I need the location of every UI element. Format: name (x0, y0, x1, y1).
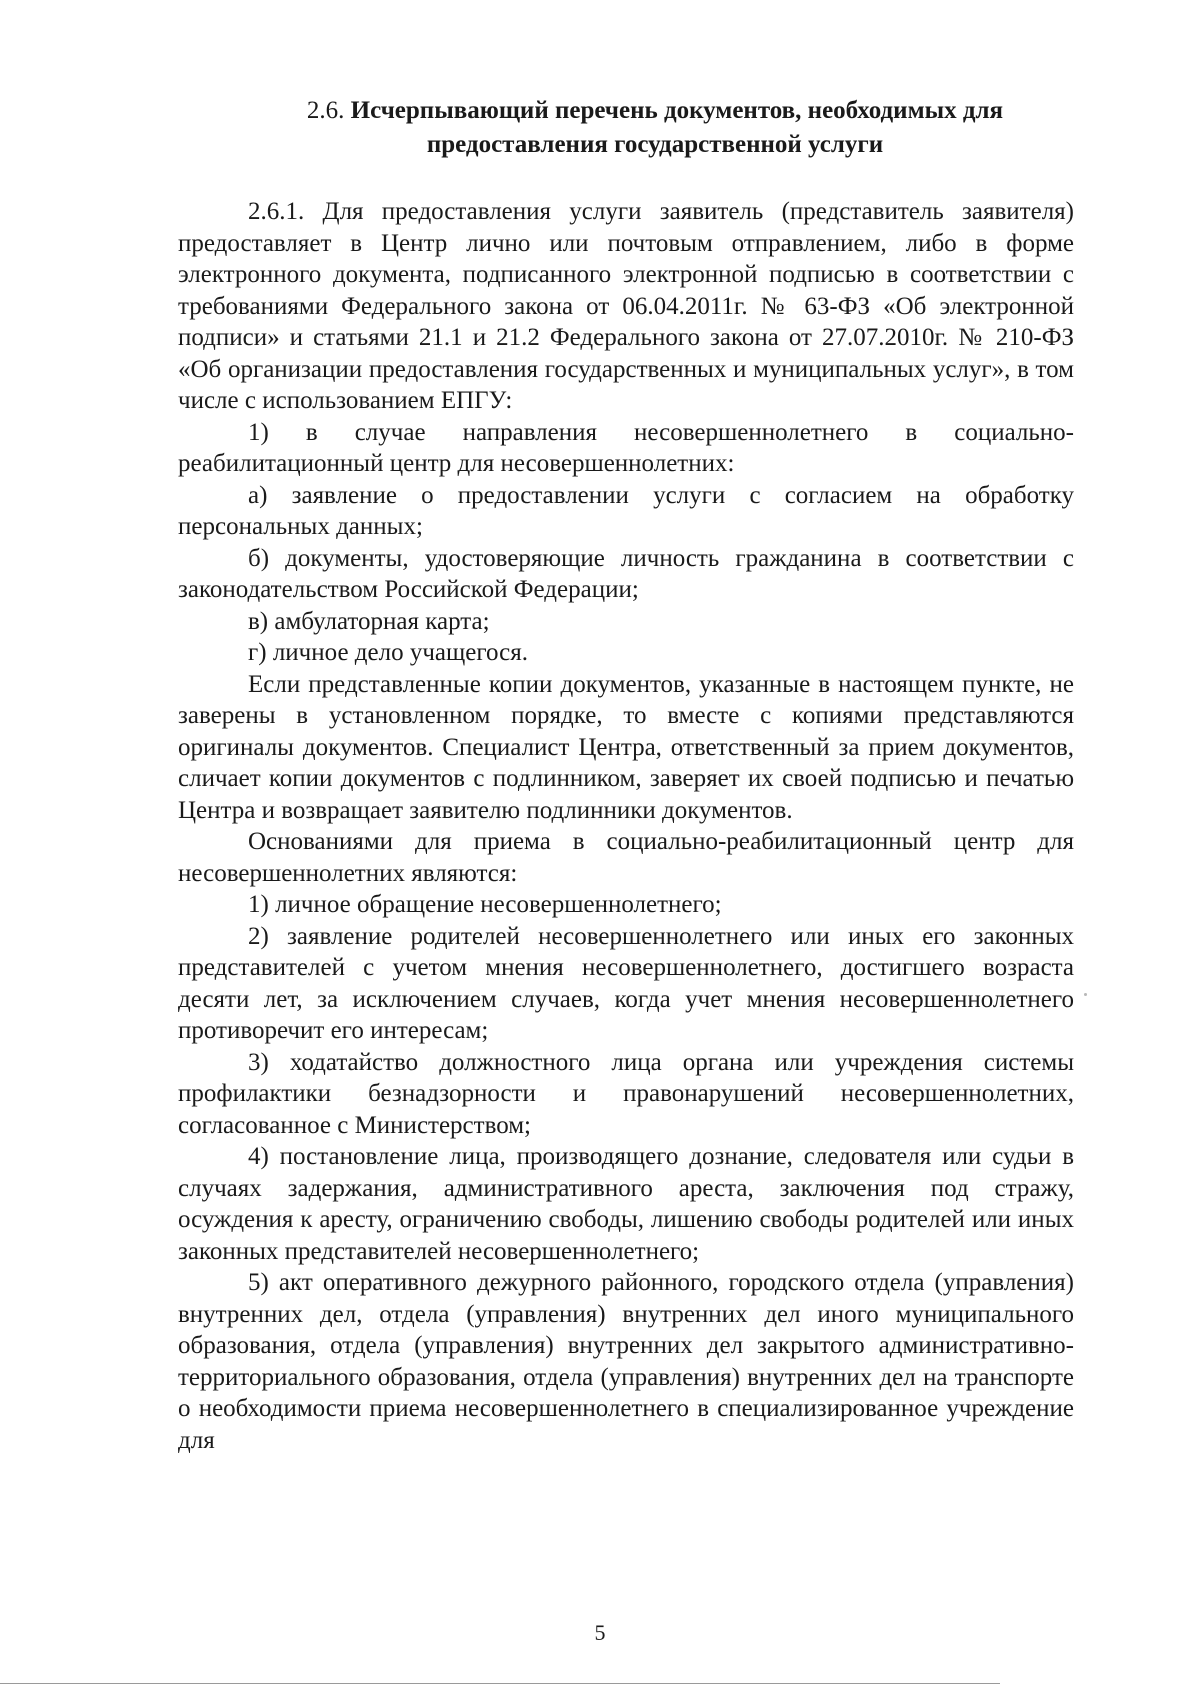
list-item-b: б) документы, удостоверяющие личность гражданина в соответствии с законодательством Российской Федерации; (178, 544, 1074, 603)
list-item-a: а) заявление о предоставлении услуги с согласием на обработку персональных данных; (178, 481, 1074, 540)
scan-speck (1084, 993, 1087, 996)
list-item-g: г) личное дело учащегося. (248, 639, 528, 666)
ground-item-1: 1) личное обращение несовершеннолетнего; (248, 891, 722, 918)
section-number: 2.6. (306, 97, 351, 124)
section-title: Исчерпывающий перечень документов, необходимых для предоставления государственной услуги (350, 97, 1004, 158)
ground-item-5: 5) акт оперативного дежурного районного, городского отдела (управления) внутренних дел, отдела (управления) внутренних дел иного муниципального образования, отдела (управления) внутренних дел закрытого административно-территориального образования, отдела (управления) внутренних дел на транспорте о необходимости приема несовершеннолетнего в специализированное учреждение для (178, 1269, 1074, 1454)
paragraph-copies: Если представленные копии документов, указанные в настоящем пункте, не заверены в установленном порядке, то вместе с копиями представляются оригиналы документов. Специалист Центра, ответственный за прием документов, сличает копии документов с подлинником, заверяет их своей подписью и печатью Центра и возвращает заявителю подлинники документов. (178, 670, 1074, 824)
paragraph-grounds: Основаниями для приема в социально-реабилитационный центр для несовершеннолетних являются: (178, 828, 1074, 887)
list-item-v: в) амбулаторная карта; (248, 607, 490, 635)
document-body (178, 196, 1074, 1456)
list-item-1: 1) в случае направления несовершеннолетнего в социально-реабилитационный центр для несовершеннолетних: (178, 418, 1074, 477)
footer-rule (0, 1683, 1000, 1684)
ground-item-3: 3) ходатайство должностного лица органа или учреждения системы профилактики безнадзорности и правонарушений несовершеннолетних, согласованное с Министерством; (178, 1048, 1074, 1139)
section-heading (230, 94, 1080, 162)
page-number: 5 (594, 1620, 606, 1645)
ground-item-4: 4) постановление лица, производящего дознание, следователя или судьи в случаях задержания, административного ареста, заключения под стражу, осуждения к аресту, ограничению свободы, лишению свободы родителей или иных законных представителей несовершеннолетнего; (178, 1143, 1074, 1265)
ground-item-2: 2) заявление родителей несовершеннолетнего или иных его законных представителей с учетом мнения несовершеннолетнего, достигшего возраста десяти лет, за исключением случаев, когда учет мнения несовершеннолетнего противоречит его интересам; (178, 922, 1074, 1044)
paragraph-2-6-1: 2.6.1. Для предоставления услуги заявитель (представитель заявителя) предоставляет в Центр лично или почтовым отправлением, либо в форме электронного документа, подписанного электронной подписью в соответствии с требованиями Федерального закона от 06.04.2011г. № 63-ФЗ «Об электронной подписи» и статьями 21.1 и 21.2 Федерального закона от 27.07.2010г. № 210-ФЗ «Об организации предоставления государственных и муниципальных услуг», в том числе с использованием ЕПГУ: (178, 198, 1074, 414)
